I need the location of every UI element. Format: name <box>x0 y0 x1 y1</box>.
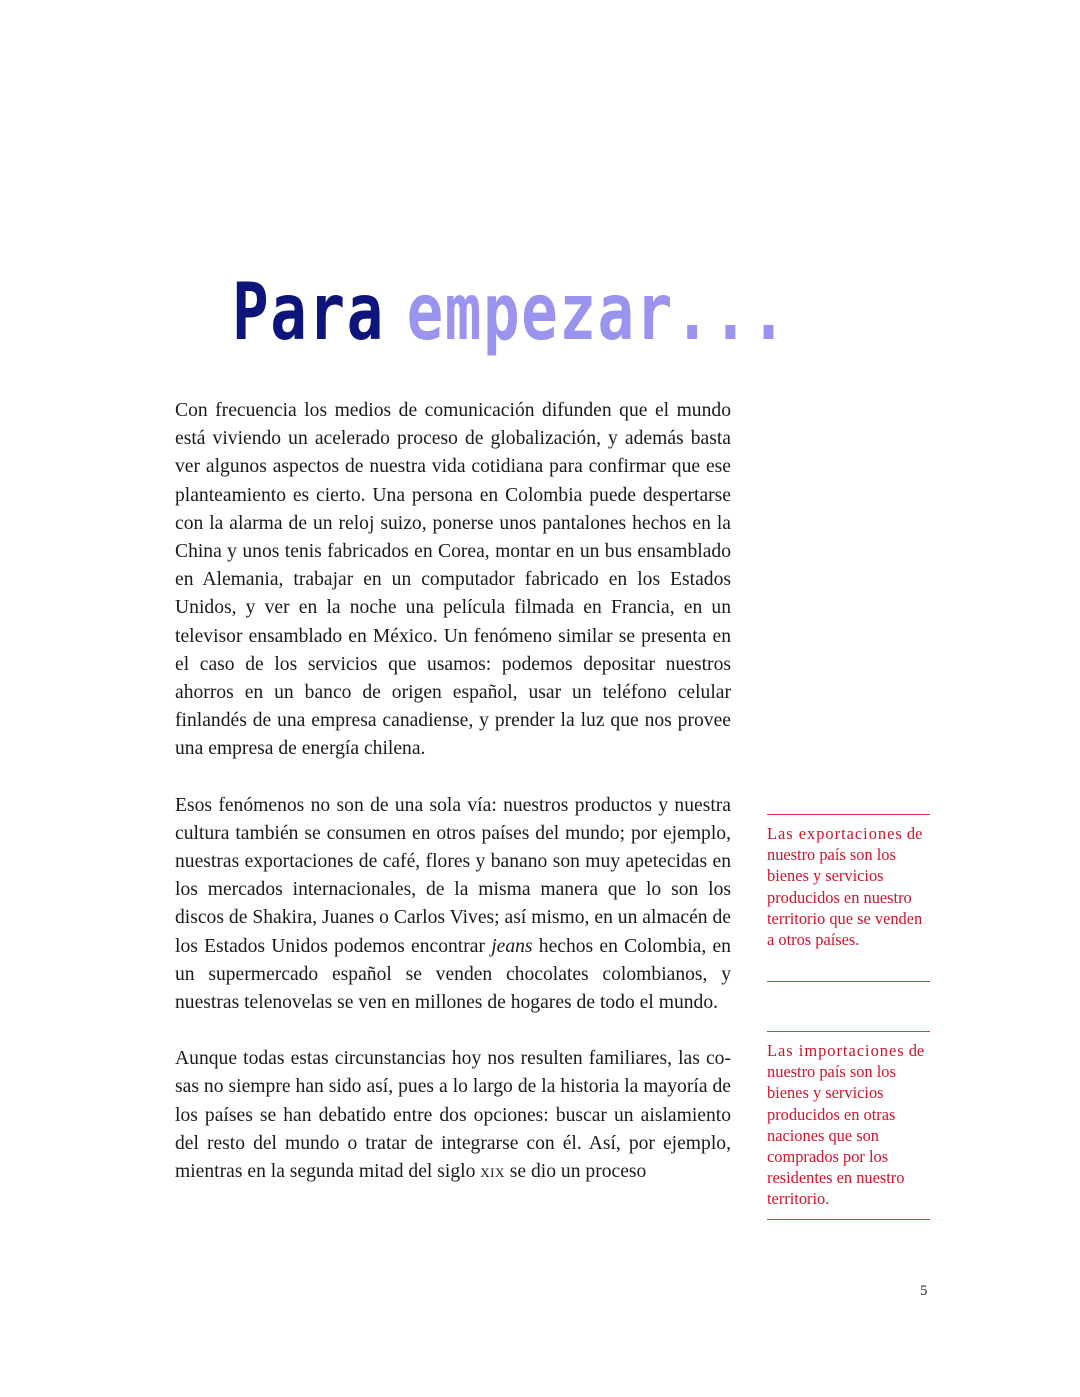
definition-text: de nuestro país son los bienes y servicios producidos en nuestro territorio que se venden a otros países. <box>767 824 923 950</box>
paragraph-2-text-b: hechos en Colombia, en un supermercado español se venden chocolates colombianos, y nuestras telenovelas se ven en millones de hogares de todo el mundo. <box>175 935 731 1014</box>
paragraph-1: Con frecuencia los medios de comunicación difunden que el mundo está viviendo un acelerado proceso de globalización, y además basta ver algunos aspectos de nuestra vida cotidiana para confirmar que ese planteamiento es cierto. Una persona en Colombia puede despertarse con la alarma de un reloj suizo, ponerse unos pantalones hechos en la China y unos tenis fabricados en Corea, montar en un bus ensamblado en Alemania, trabajar en un computador fabricado en los Estados Unidos, y ver en la noche una película filmada en Francia, en un televisor ensamblado en México. Un fenómeno similar se presenta en el caso de los servicios que usamos: podemos depositar nuestros ahorros en un banco de origen español, usar un teléfono celular finlandés de una empresa canadiense, y prender la luz que nos provee una empresa de energía chilena. <box>175 400 731 760</box>
heading-word-para: Para <box>232 268 385 358</box>
paragraph-3 <box>175 1045 731 1187</box>
definition-box-exportaciones <box>767 814 930 982</box>
roman-numeral-century: XIX <box>480 1165 505 1181</box>
italic-term-jeans: jeans <box>491 935 533 957</box>
definition-box-importaciones <box>767 1031 930 1220</box>
definition-term: Las importaciones <box>767 1041 905 1060</box>
main-text-column <box>175 397 731 1215</box>
definition-term: Las exportaciones <box>767 824 903 843</box>
heading-word-empezar: empezar... <box>406 268 789 358</box>
section-heading <box>232 262 789 358</box>
paragraph-2-text-a: Esos fenómenos no son de una sola vía: nuestros productos y nuestra cultura también se consumen en otros países del mundo; por ejemplo, nuestras exportaciones de café, flores y banano son muy apetecidas en los mercados internacionales, de la misma manera que lo son los discos de Shakira, Juanes o Carlos Vives; así mismo, en un almacén de los Estados Unidos podemos encontrar <box>175 794 731 957</box>
paragraph-3-text-a: Aunque todas estas circunstancias hoy nos resulten familiares, las cosas no siempre han sido así, pues a lo largo de la historia la mayoría de los países se han debatido entre dos opciones: buscar un aislamiento del resto del mundo o tratar de integrarse con él. Así, por ejemplo, mientras en la segunda mitad del siglo <box>175 1048 731 1183</box>
page-number: 5 <box>920 1283 928 1299</box>
paragraph-3-text-b: se dio un proceso <box>504 1161 647 1183</box>
paragraph-2 <box>175 792 731 1018</box>
definition-text: de nuestro país son los bienes y servicios producidos en otras naciones que son comprados por los residentes en nuestro territorio. <box>767 1041 925 1209</box>
